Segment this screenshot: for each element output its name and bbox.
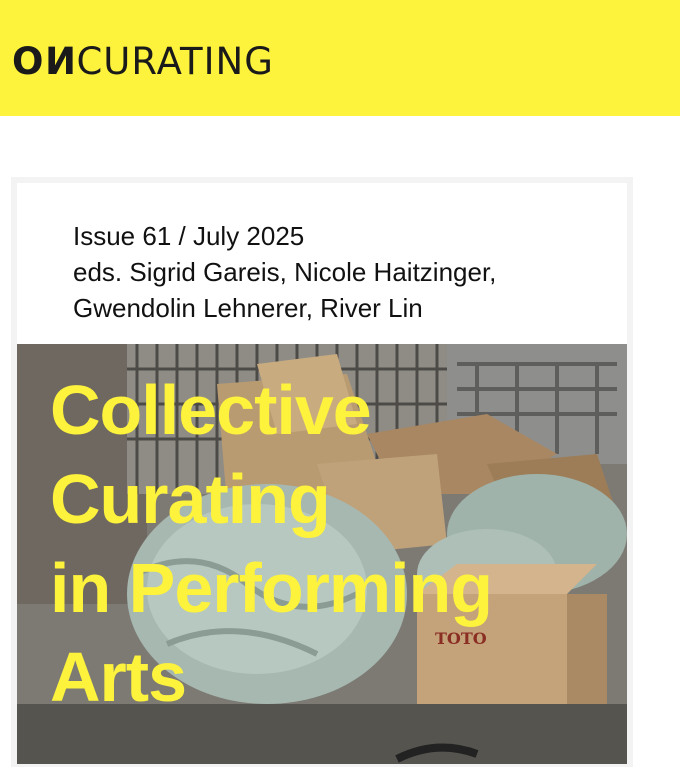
logo-bold-part: ON: [12, 40, 77, 83]
issue-editors-line-1: eds. Sigrid Gareis, Nicole Haitzinger,: [73, 257, 497, 287]
issue-cover-image[interactable]: [17, 344, 627, 764]
logo-light-part: CURATING: [76, 40, 274, 83]
cover-title-line: in Performing: [50, 549, 493, 627]
cover-title-line: Curating: [50, 460, 330, 538]
issue-meta: [73, 218, 613, 326]
site-header: [0, 0, 680, 116]
cover-title-line: Arts: [50, 638, 187, 716]
issue-editors-line-2: Gwendolin Lehnerer, River Lin: [73, 293, 423, 323]
issue-number-date: Issue 61 / July 2025: [73, 221, 305, 251]
oncurating-logo[interactable]: [12, 40, 274, 84]
cover-title-line: Collective: [50, 371, 371, 449]
box-label: TOTO: [435, 629, 487, 648]
cover-title: [50, 366, 492, 722]
